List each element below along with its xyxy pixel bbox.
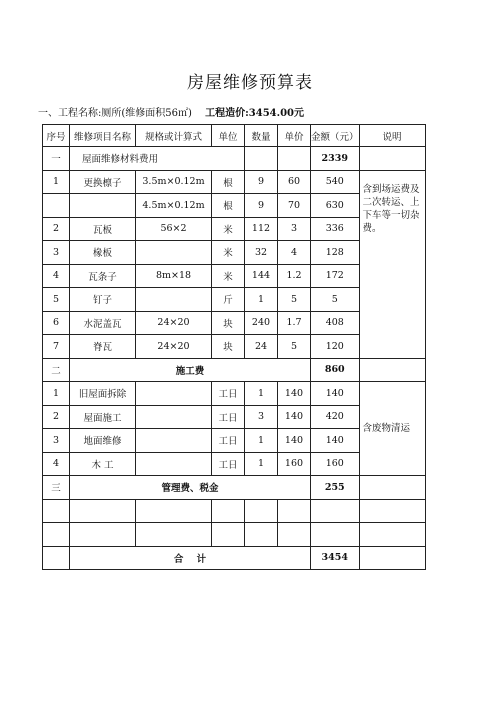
item-spec: 24×20 bbox=[136, 335, 212, 359]
item-unit: 块 bbox=[212, 335, 245, 359]
item-amount: 128 bbox=[311, 241, 360, 265]
item-unit: 工日 bbox=[212, 429, 245, 453]
header-row bbox=[43, 125, 426, 147]
item-price: 1.2 bbox=[278, 264, 311, 288]
item-name: 脊瓦 bbox=[70, 335, 136, 359]
item-qty: 1 bbox=[245, 288, 278, 312]
section-row bbox=[43, 358, 426, 382]
row-number: 4 bbox=[43, 264, 70, 288]
item-unit: 块 bbox=[212, 311, 245, 335]
section-name: 施工费 bbox=[70, 358, 311, 382]
empty-row bbox=[43, 499, 426, 523]
item-qty: 32 bbox=[245, 241, 278, 265]
item-spec: 8m×18 bbox=[136, 264, 212, 288]
item-name: 更换檩子 bbox=[70, 170, 136, 194]
item-price: 70 bbox=[278, 194, 311, 218]
header-cell: 数量 bbox=[245, 125, 278, 147]
total-label: 合 计 bbox=[70, 546, 311, 570]
item-unit: 工日 bbox=[212, 405, 245, 429]
section-row bbox=[43, 147, 426, 171]
section-note: 含废物清运 bbox=[359, 382, 425, 476]
row-number bbox=[43, 194, 70, 218]
header-cell: 说明 bbox=[359, 125, 425, 147]
item-unit: 米 bbox=[212, 264, 245, 288]
section-number: 一 bbox=[43, 147, 70, 171]
total-amount: 3454 bbox=[311, 546, 360, 570]
item-price: 5 bbox=[278, 335, 311, 359]
budget-table bbox=[42, 124, 426, 570]
item-unit: 工日 bbox=[212, 452, 245, 476]
item-unit: 米 bbox=[212, 241, 245, 265]
item-price: 4 bbox=[278, 241, 311, 265]
item-qty: 1 bbox=[245, 382, 278, 406]
item-spec bbox=[136, 288, 212, 312]
item-amount: 120 bbox=[311, 335, 360, 359]
item-name: 水泥盖瓦 bbox=[70, 311, 136, 335]
item-price: 5 bbox=[278, 288, 311, 312]
item-qty: 240 bbox=[245, 311, 278, 335]
header-cell: 单价 bbox=[278, 125, 311, 147]
item-name: 旧屋面拆除 bbox=[70, 382, 136, 406]
item-price: 3 bbox=[278, 217, 311, 241]
item-spec: 24×20 bbox=[136, 311, 212, 335]
section-row bbox=[43, 476, 426, 500]
header-cell: 规格或计算式 bbox=[136, 125, 212, 147]
item-amount: 540 bbox=[311, 170, 360, 194]
item-amount: 420 bbox=[311, 405, 360, 429]
item-name bbox=[70, 194, 136, 218]
row-number: 1 bbox=[43, 170, 70, 194]
row-number: 4 bbox=[43, 452, 70, 476]
item-price: 140 bbox=[278, 382, 311, 406]
item-amount: 336 bbox=[311, 217, 360, 241]
item-amount: 630 bbox=[311, 194, 360, 218]
item-name: 钉子 bbox=[70, 288, 136, 312]
row-number: 2 bbox=[43, 405, 70, 429]
item-name: 椽板 bbox=[70, 241, 136, 265]
item-spec: 4.5m×0.12m bbox=[136, 194, 212, 218]
item-name: 瓦条子 bbox=[70, 264, 136, 288]
row-number: 3 bbox=[43, 429, 70, 453]
section-amount: 860 bbox=[311, 358, 360, 382]
table-row bbox=[43, 382, 426, 406]
item-qty: 9 bbox=[245, 170, 278, 194]
item-price: 160 bbox=[278, 452, 311, 476]
item-amount: 408 bbox=[311, 311, 360, 335]
row-number: 5 bbox=[43, 288, 70, 312]
header-cell: 单位 bbox=[212, 125, 245, 147]
project-name: 一、工程名称:厕所(维修面积56㎡) bbox=[38, 108, 192, 119]
item-price: 140 bbox=[278, 405, 311, 429]
row-number: 7 bbox=[43, 335, 70, 359]
item-unit: 斤 bbox=[212, 288, 245, 312]
item-qty: 24 bbox=[245, 335, 278, 359]
item-name: 地面维修 bbox=[70, 429, 136, 453]
total-row bbox=[43, 546, 426, 570]
item-amount: 140 bbox=[311, 382, 360, 406]
header-cell: 维修项目名称 bbox=[70, 125, 136, 147]
item-qty: 1 bbox=[245, 452, 278, 476]
item-spec bbox=[136, 241, 212, 265]
item-unit: 工日 bbox=[212, 382, 245, 406]
row-number: 6 bbox=[43, 311, 70, 335]
item-name: 瓦板 bbox=[70, 217, 136, 241]
section-number: 三 bbox=[43, 476, 70, 500]
item-qty: 144 bbox=[245, 264, 278, 288]
item-amount: 160 bbox=[311, 452, 360, 476]
item-amount: 5 bbox=[311, 288, 360, 312]
page-title: 房屋维修预算表 bbox=[187, 73, 313, 93]
item-price: 140 bbox=[278, 429, 311, 453]
section-name: 屋面维修材料费用 bbox=[70, 147, 245, 171]
item-spec: 56×2 bbox=[136, 217, 212, 241]
item-qty: 3 bbox=[245, 405, 278, 429]
item-amount: 172 bbox=[311, 264, 360, 288]
item-unit: 米 bbox=[212, 217, 245, 241]
row-number: 3 bbox=[43, 241, 70, 265]
section-note: 含到场运费及二次转运、上下车等一切杂费。 bbox=[359, 170, 425, 358]
section-name: 管理费、税金 bbox=[70, 476, 311, 500]
section-amount: 2339 bbox=[311, 147, 360, 171]
header-cell: 金额（元） bbox=[311, 125, 360, 147]
table-row bbox=[43, 170, 426, 194]
item-amount: 140 bbox=[311, 429, 360, 453]
item-price: 1.7 bbox=[278, 311, 311, 335]
item-name: 木 工 bbox=[70, 452, 136, 476]
row-number: 2 bbox=[43, 217, 70, 241]
item-qty: 9 bbox=[245, 194, 278, 218]
item-spec: 3.5m×0.12m bbox=[136, 170, 212, 194]
item-unit: 根 bbox=[212, 194, 245, 218]
item-qty: 1 bbox=[245, 429, 278, 453]
project-cost: 工程造价:3454.00元 bbox=[205, 108, 305, 119]
header-cell: 序号 bbox=[43, 125, 70, 147]
item-price: 60 bbox=[278, 170, 311, 194]
item-unit: 根 bbox=[212, 170, 245, 194]
section-amount: 255 bbox=[311, 476, 360, 500]
item-qty: 112 bbox=[245, 217, 278, 241]
project-info bbox=[38, 104, 304, 119]
row-number: 1 bbox=[43, 382, 70, 406]
empty-row bbox=[43, 523, 426, 547]
section-number: 二 bbox=[43, 358, 70, 382]
item-name: 屋面施工 bbox=[70, 405, 136, 429]
